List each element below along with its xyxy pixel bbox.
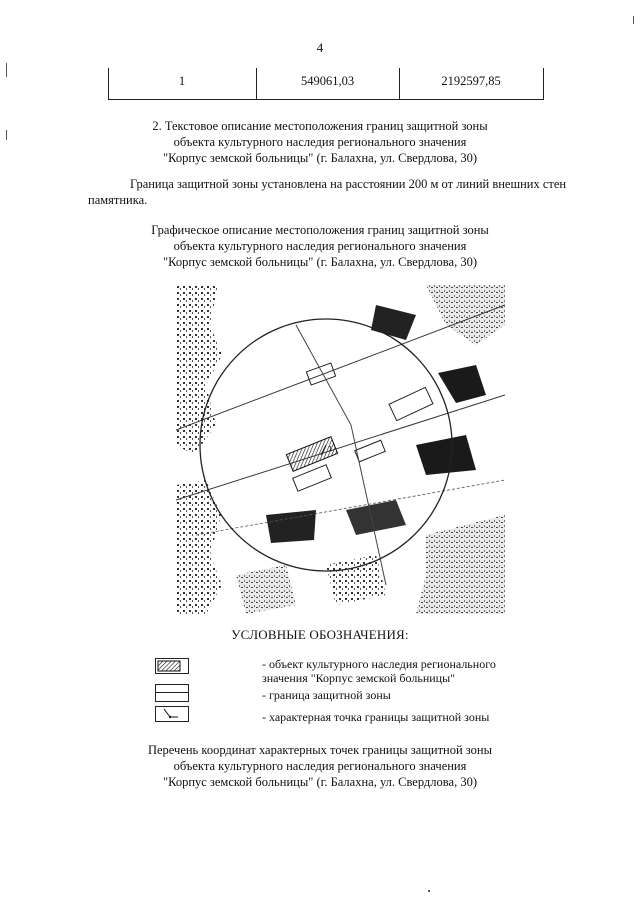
heading-line: Графическое описание местоположения границ защитной зоны bbox=[151, 223, 489, 237]
hatched-object-icon bbox=[156, 659, 188, 673]
boundary-point-icon bbox=[155, 706, 189, 722]
graphic-description-heading bbox=[0, 222, 640, 270]
text-description-heading bbox=[0, 118, 640, 166]
hatched-object-icon bbox=[155, 658, 189, 674]
heading-line: объекта культурного наследия регионального значения bbox=[173, 135, 467, 149]
heading-line: "Корпус земской больницы" (г. Балахна, ул. Свердлова, 30) bbox=[163, 151, 477, 165]
table-border bbox=[108, 99, 544, 100]
table-border bbox=[543, 68, 544, 100]
heading-line: "Корпус земской больницы" (г. Балахна, ул. Свердлова, 30) bbox=[163, 775, 477, 789]
scan-mark bbox=[6, 63, 7, 77]
boundary-paragraph bbox=[88, 176, 567, 192]
heading-line: объекта культурного наследия регионального значения bbox=[173, 239, 467, 253]
y-coordinate-cell: 2192597,85 bbox=[441, 74, 501, 88]
legend-item-object-line2: значения "Корпус земской больницы" bbox=[262, 671, 456, 685]
coordinates-table-row bbox=[108, 68, 544, 100]
legend-item-object-line1: - объект культурного наследия регионального bbox=[262, 657, 496, 671]
heading-line: объекта культурного наследия регионального значения bbox=[173, 759, 467, 773]
scan-mark bbox=[633, 16, 634, 24]
boundary-point-icon bbox=[156, 707, 188, 721]
legend-item-point: - характерная точка границы защитной зоны bbox=[262, 710, 490, 724]
paragraph-line: Граница защитной зоны установлена на расстоянии 200 м от линий внешних стен bbox=[130, 177, 567, 191]
zone-boundary-icon bbox=[155, 684, 189, 702]
legend-item-boundary: - граница защитной зоны bbox=[262, 688, 391, 702]
point-number-cell: 1 bbox=[178, 74, 186, 88]
map-point-label: 1 bbox=[328, 445, 333, 453]
heading-line: "Корпус земской больницы" (г. Балахна, ул. Свердлова, 30) bbox=[163, 255, 477, 269]
zone-boundary-line bbox=[156, 692, 188, 693]
heading-line: Перечень координат характерных точек границы защитной зоны bbox=[147, 743, 493, 757]
heading-line: 2. Текстовое описание местоположения границ защитной зоны bbox=[152, 119, 488, 133]
paragraph-line: памятника. bbox=[88, 193, 148, 207]
coordinates-list-heading bbox=[0, 742, 640, 790]
site-map bbox=[176, 285, 505, 614]
scan-mark bbox=[428, 890, 430, 892]
legend-title: УСЛОВНЫЕ ОБОЗНАЧЕНИЯ: bbox=[231, 627, 409, 642]
x-coordinate-cell: 549061,03 bbox=[300, 74, 355, 88]
scan-mark bbox=[6, 130, 7, 140]
map-image bbox=[176, 285, 505, 614]
page-number: 4 bbox=[316, 40, 324, 55]
